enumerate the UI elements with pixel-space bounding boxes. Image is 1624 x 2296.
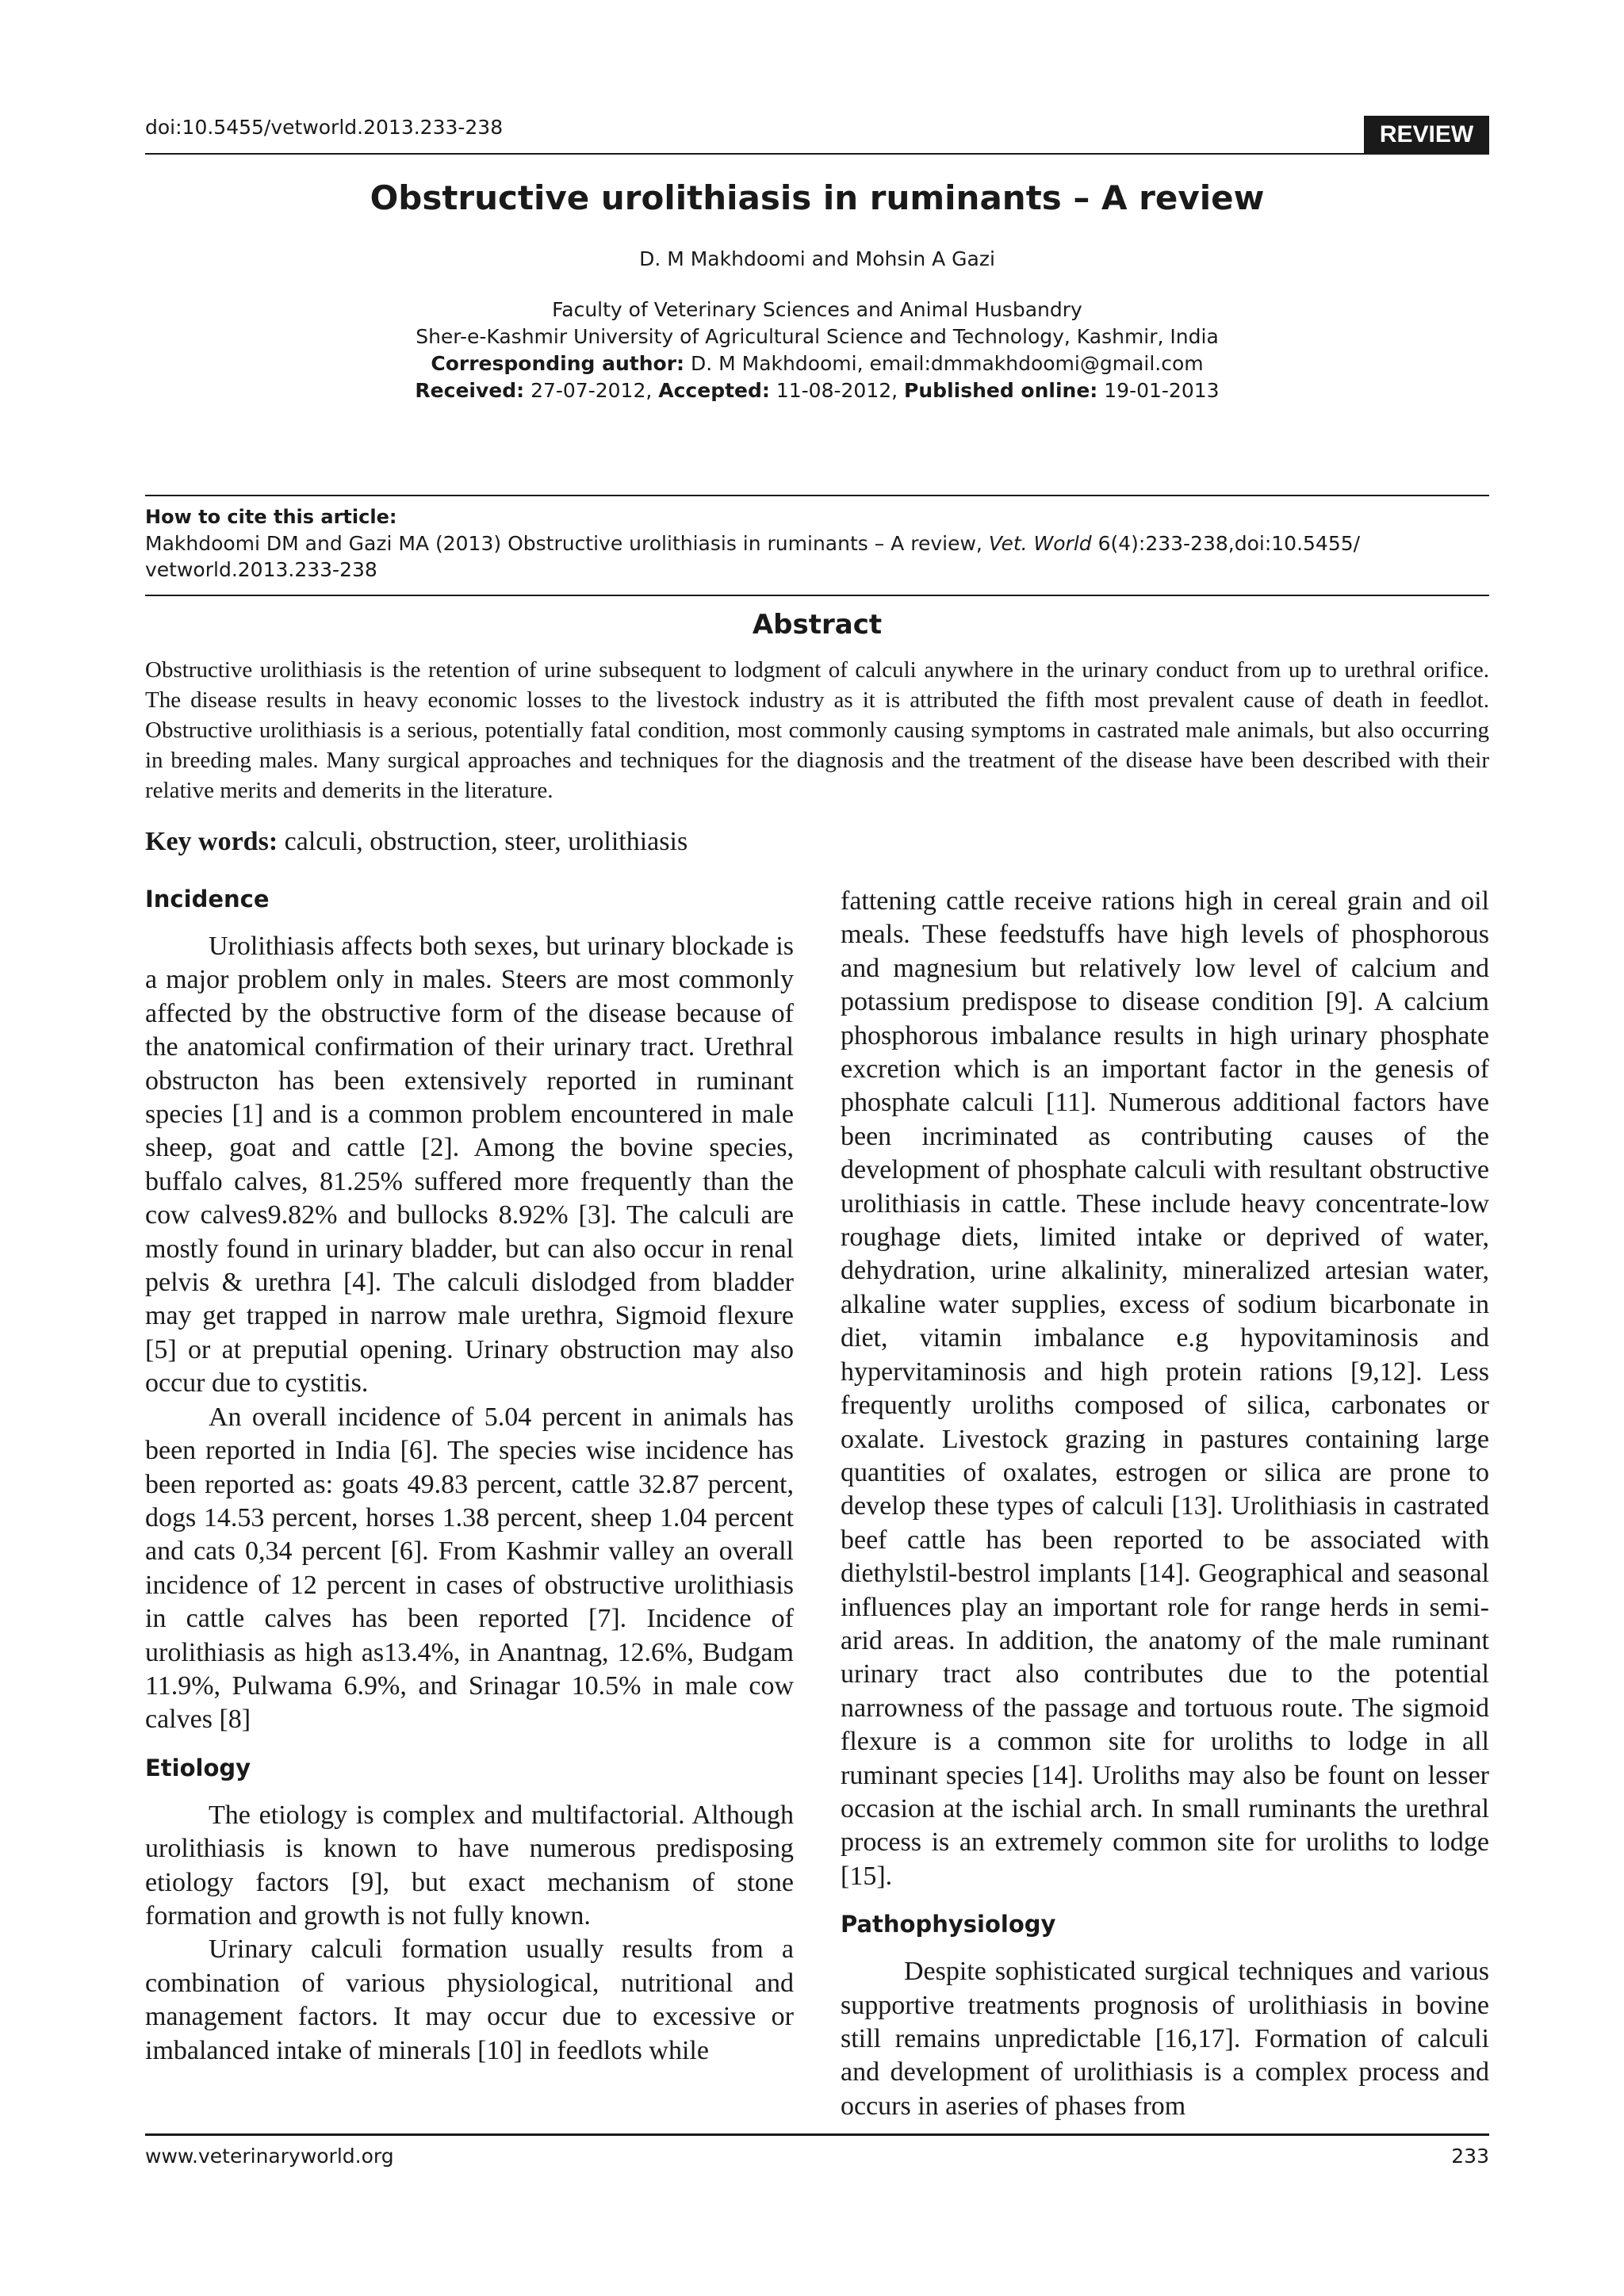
received-label: Received: — [415, 379, 525, 402]
header-divider — [145, 153, 1489, 155]
affiliation-faculty: Faculty of Veterinary Sciences and Animal Husbandry — [552, 298, 1082, 321]
journal-website-link[interactable]: www.veterinaryworld.org — [145, 2145, 394, 2168]
citation-text-start: Makhdoomi DM and Gazi MA (2013) Obstructive urolithiasis in ruminants – A review, — [145, 532, 989, 555]
incidence-paragraph-2: An overall incidence of 5.04 percent in animals has been reported in India [6]. The species wise incidence has been reported as: goats 49.83 percent, cattle 32.87 percent, dogs 14.53 percent, horses 1.38 percent, sheep 1.04 percent and cats 0,34 percent [6]. From Kashmir valley an overall incidence of 12 percent in cases of obstructive urolithiasis in cattle calves has been reported [7]. Incidence of urolithiasis as high as13.4%, in Anantnag, 12.6%, Budgam 11.9%, Pulwama 6.9%, and Srinagar 10.5% in male cow calves [8] — [145, 1402, 794, 1735]
spacer — [145, 1785, 794, 1799]
citation-top-divider — [145, 495, 1489, 496]
accepted-label: Accepted: — [658, 379, 770, 402]
keywords-line — [145, 827, 688, 857]
citation-block — [145, 504, 1489, 583]
corresponding-author-line — [145, 350, 1489, 377]
received-date: 27-07-2012, — [524, 379, 659, 402]
article-authors: D. M Makhdoomi and Mohsin A Gazi — [639, 247, 995, 270]
affiliation-university: Sher-e-Kashmir University of Agricultural Science and Technology, Kashmir, India — [416, 325, 1219, 348]
abstract-heading: Abstract — [752, 609, 883, 641]
spacer — [145, 1737, 794, 1751]
author-affiliation — [145, 297, 1489, 404]
corresponding-author-label: Corresponding author: — [431, 352, 685, 375]
etiology-paragraph-1: The etiology is complex and multifactorial. Although urolithiasis is known to have numerous predisposing etiology factors [9], but exact mechanism of stone formation and growth is not fully known. — [145, 1800, 794, 1931]
doi-link[interactable]: doi:10.5455/vetworld.2013.233-238 — [145, 116, 504, 139]
left-column — [145, 882, 794, 2068]
etiology-paragraph-2: Urinary calculi formation usually results from a combination of various physiological, nutritional and management factors. It may occur due to excessive or imbalanced intake of minerals [10] in feedlots while — [145, 1934, 794, 2065]
article-dates — [145, 377, 1489, 404]
citation-text-end: 6(4):233-238,doi:10.5455/ — [1091, 532, 1361, 555]
citation-heading: How to cite this article: — [145, 506, 397, 528]
pathophysiology-heading: Pathophysiology — [841, 1911, 1056, 1938]
pathophysiology-paragraph-1: Despite sophisticated surgical techniques and various supportive treatments prognosis of urolithiasis in bovine still remains unpredictable [16,17]. Formation of calculi and development of urolithiasis is a complex process and occurs in aseries of phases from — [841, 1957, 1489, 2121]
etiology-heading: Etiology — [145, 1754, 251, 1781]
spacer — [841, 1893, 1489, 1908]
citation-journal: Vet. World — [988, 532, 1092, 555]
etiology-continued-paragraph: fattening cattle receive rations high in cereal grain and oil meals. These feedstuffs have high levels of phosphorous and magnesium but relatively low level of calcium and potassium predispose to disease condition [9]. A calcium phosphorous imbalance results in high urinary phosphate excretion which is an important factor in the genesis of phosphate calculi [11]. Numerous additional factors have been incriminated as contributing causes of the development of phosphate calculi with resultant obstructive urolithiasis in cattle. These include heavy concentrate-low roughage diets, limited intake or deprived of water, dehydration, urine alkalinity, mineralized artesian water, alkaline water supplies, excess of sodium bicarbonate in diet, vitamin imbalance e.g hypovitaminosis and hypervitaminosis and high protein rations [9,12]. Less frequently uroliths composed of silica, carbonates or oxalate. Livestock grazing in pastures containing large quantities of oxalates, estrogen or silica are prone to develop these types of calculi [13]. Urolithiasis in castrated beef cattle has been reported to be associated with diethylstil-bestrol implants [14]. Geographical and seasonal influences play an important role for range herds in semi-arid areas. In addition, the anatomy of the male ruminant urinary tract also contributes due to the potential narrowness of the passage and tortuous route. The sigmoid flexure is a common site for uroliths to lodge in all ruminant species [14]. Uroliths may also be fount on lesser occasion at the ischial arch. In small ruminants the urethral process is an extremely common site for uroliths to lodge [15]. — [841, 886, 1489, 1891]
spacer — [841, 1941, 1489, 1955]
accepted-date: 11-08-2012, — [769, 379, 905, 402]
published-date: 19-01-2013 — [1097, 379, 1220, 402]
abstract-text: Obstructive urolithiasis is the retention of urine subsequent to lodgment of calculi anywhere in the urinary conduct from up to urethral orifice. The disease results in heavy economic losses to the livestock industry as it is attributed the fifth most prevalent cause of death in feedlot. Obstructive urolithiasis is a serious, potentially fatal condition, most commonly causing symptoms in castrated male animals, but also occurring in breeding males. Many surgical approaches and techniques for the diagnosis and the treatment of the disease have been described with their relative merits and demerits in the literature. — [145, 657, 1489, 803]
citation-bottom-divider — [145, 595, 1489, 596]
keywords-label: Key words: — [145, 827, 278, 856]
footer-divider — [145, 2133, 1489, 2136]
spacer — [145, 916, 794, 930]
corresponding-author-value[interactable]: D. M Makhdoomi, email:dmmakhdoomi@gmail.com — [684, 352, 1204, 375]
article-title: Obstructive urolithiasis in ruminants – A review — [370, 178, 1265, 217]
published-label: Published online: — [904, 379, 1098, 402]
keywords-list: calculi, obstruction, steer, urolithiasis — [278, 827, 688, 856]
page-number: 233 — [1451, 2145, 1489, 2168]
incidence-paragraph-1: Urolithiasis affects both sexes, but urinary blockade is a major problem only in males. Steers are most commonly affected by the obstructive form of the disease because of the anatomical confirmation of their urinary tract. Urethral obstructon has been extensively reported in ruminant species [1] and is a common problem encountered in male sheep, goat and cattle [2]. Among the bovine species, buffalo calves, 81.25% suffered more frequently than the cow calves9.82% and bullocks 8.92% [3]. The calculi are mostly found in urinary bladder, but can also occur in renal pelvis & urethra [4]. The calculi dislodged from bladder may get trapped in narrow male urethra, Sigmoid flexure [5] or at preputial opening. Urinary obstruction may also occur due to cystitis. — [145, 932, 794, 1399]
citation-doi-continuation: vetworld.2013.233-238 — [145, 558, 377, 581]
review-badge: REVIEW — [1364, 116, 1489, 154]
right-column — [841, 885, 1489, 2123]
incidence-heading: Incidence — [145, 886, 270, 913]
citation-text — [145, 530, 1489, 557]
